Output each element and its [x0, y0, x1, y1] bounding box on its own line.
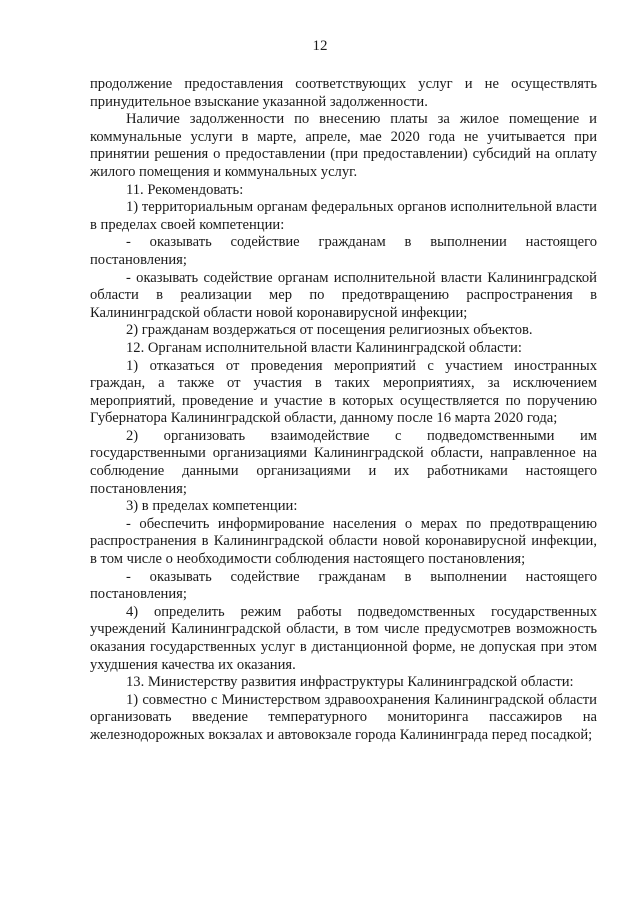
paragraph-list-item: - оказывать содействие гражданам в выполнении настоящего постановления; [90, 568, 597, 603]
document-body [90, 76, 597, 745]
paragraph-clause-11: 11. Рекомендовать: [126, 181, 244, 198]
paragraph-clause-12: 12. Органам исполнительной власти Калининградской области: [126, 339, 522, 356]
paragraph-clause-12-3: 3) в пределах компетенции: [126, 498, 298, 515]
paragraph-debt-note: Наличие задолженности по внесению платы за жилое помещение и коммунальные услуги в марте, апреле, мае 2020 года не учитывается при принятии решения о предоставлении (при предоставлении) субсидий на оплату жилого помещения и коммунальных услуг. [90, 111, 597, 180]
page-number: 12 [312, 38, 328, 54]
paragraph-list-item: - обеспечить информирование населения о мерах по предотвращению распространения в Калининградской области новой коронавирусной инфекции, в том числе о необходимости соблюдения настоящего постановления; [90, 515, 597, 568]
paragraph-clause-12-2: 2) организовать взаимодействие с подведомственными им государственными организациями Калининградской области, направленное на соблюдение данными организациями и их работниками настоящего постановления; [90, 427, 597, 497]
paragraph-clause-13: 13. Министерству развития инфраструктуры Калининградской области: [126, 674, 574, 691]
paragraph-list-item: - оказывать содействие гражданам в выполнении настоящего постановления; [90, 234, 597, 268]
paragraph-clause-13-1: 1) совместно с Министерством здравоохранения Калининградской области организовать введение температурного мониторинга пассажиров на железнодорожных вокзалах и автовокзале города Калининграда перед посадкой; [90, 691, 597, 743]
paragraph-clause-12-4: 4) определить режим работы подведомственных государственных учреждений Калининградской области, в том числе предусмотрев возможность оказания государственных услуг в дистанционной форме, не допуская при этом ухудшения качества их оказания. [90, 603, 597, 673]
paragraph-clause-11-2: 2) гражданам воздержаться от посещения религиозных объектов. [126, 322, 533, 339]
paragraph-clause-12-1: 1) отказаться от проведения мероприятий с участием иностранных граждан, а также от участия в таких мероприятиях, за исключением мероприятий, проведение и участие в которых осуществляется по поручению Губернатора Калининградской области, данному после 16 марта 2020 года; [90, 357, 597, 427]
paragraph-list-item: - оказывать содействие органам исполнительной власти Калининградской области в реализации мер по предотвращению распространения в Калининградской области новой коронавирусной инфекции; [90, 269, 597, 321]
paragraph-continuation: продолжение предоставления соответствующих услуг и не осуществлять принудительное взыскание указанной задолженности. [90, 76, 597, 110]
paragraph-clause-11-1: 1) территориальным органам федеральных органов исполнительной власти в пределах своей компетенции: [90, 199, 597, 233]
